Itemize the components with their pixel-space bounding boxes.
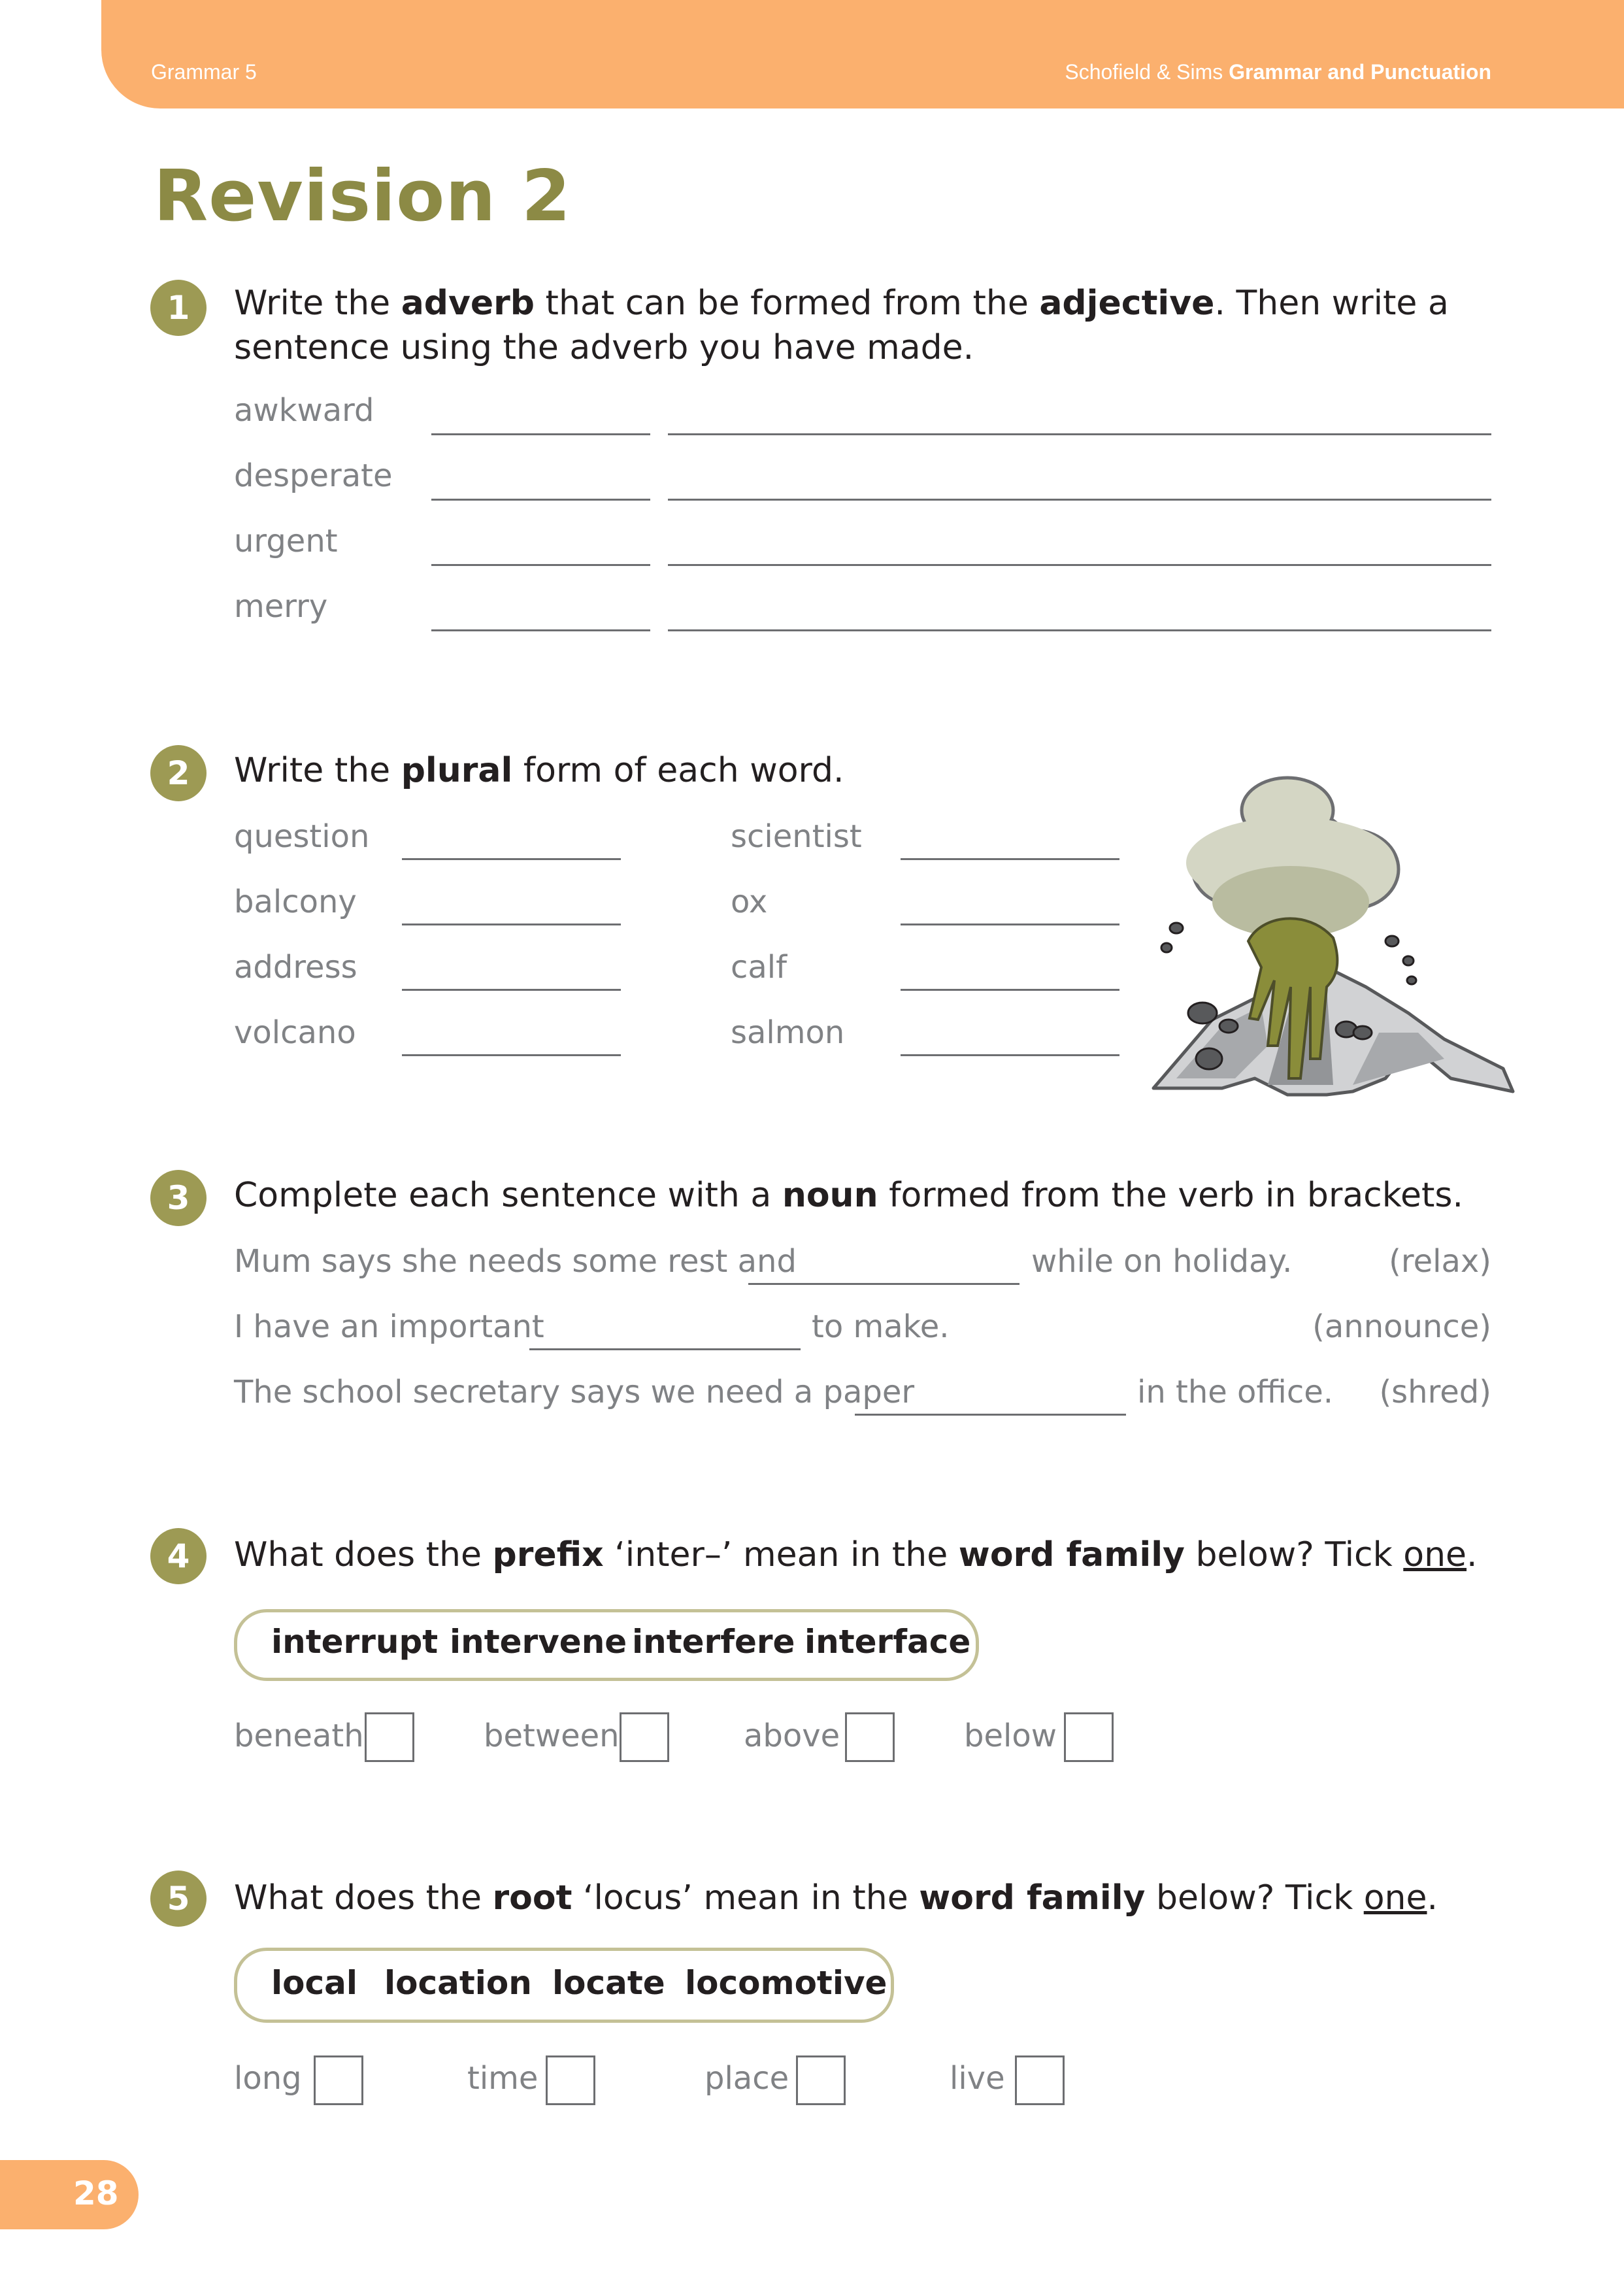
q5-option-checkbox[interactable] (314, 2055, 363, 2105)
q3-text-part: formed from the verb in brackets. (878, 1176, 1464, 1215)
q2-answer-line[interactable] (901, 923, 1119, 925)
q3-sentence-3-verb: (shred) (1379, 1374, 1491, 1410)
page-number-tab (0, 2160, 139, 2229)
q1-word: awkward (234, 392, 374, 429)
q4-option-checkbox[interactable] (620, 1712, 669, 1762)
q5-option-label: place (704, 2060, 789, 2097)
header-book-label: Grammar 5 (151, 60, 257, 84)
q1-adverb-line[interactable] (431, 629, 650, 631)
question-5-text (234, 1876, 1508, 1920)
q1-text-part: Write the (234, 284, 401, 323)
q5-option-checkbox[interactable] (1015, 2055, 1065, 2105)
q1-adverb-line[interactable] (431, 499, 650, 501)
q3-bold-noun: noun (782, 1176, 878, 1215)
q2-answer-line[interactable] (402, 1054, 621, 1056)
header-series-publisher: Schofield & Sims (1065, 60, 1229, 84)
q5-option-label: time (467, 2060, 539, 2097)
question-4-text (234, 1533, 1508, 1577)
q5-bold-root: root (492, 1878, 572, 1918)
q4-option-label: below (964, 1718, 1057, 1754)
q1-adverb-line[interactable] (431, 564, 650, 566)
q5-word-family-box (234, 1948, 894, 2023)
page-header (101, 0, 1624, 108)
q4-text-part: ‘inter–’ mean in the (603, 1535, 959, 1574)
q4-underlined-one: one (1403, 1535, 1467, 1574)
q4-word-family-box (234, 1609, 979, 1681)
volcano-mountain-icon (1153, 967, 1513, 1095)
q5-bold-word-family: word family (919, 1878, 1146, 1918)
q2-answer-line[interactable] (402, 989, 621, 991)
q1-sentence-line[interactable] (668, 629, 1491, 631)
q2-word-left: volcano (234, 1014, 356, 1051)
q2-text-part: Write the (234, 751, 401, 790)
q3-sentence-1-blank[interactable] (748, 1283, 1019, 1285)
q2-answer-line[interactable] (901, 858, 1119, 860)
page-title: Revision 2 (154, 156, 571, 237)
header-series-title: Grammar and Punctuation (1229, 60, 1491, 84)
q5-family-word: local (271, 1964, 358, 2002)
q2-word-left: question (234, 818, 370, 855)
q4-option-label: above (744, 1718, 840, 1754)
q3-sentence-2-start: I have an important (234, 1308, 544, 1345)
q4-family-word: intervene (450, 1623, 627, 1661)
q4-option-checkbox[interactable] (1064, 1712, 1114, 1762)
q4-family-word: interrupt (271, 1623, 439, 1661)
volcano-smoke-icon (1186, 778, 1399, 938)
q5-option-checkbox[interactable] (546, 2055, 595, 2105)
q5-family-word: locomotive (685, 1964, 887, 2002)
q5-family-word: locate (552, 1964, 665, 2002)
question-4-number: 4 (150, 1528, 207, 1584)
q1-sentence-line[interactable] (668, 433, 1491, 435)
q1-text-part: that can be formed from the (535, 284, 1040, 323)
q2-answer-line[interactable] (901, 989, 1119, 991)
q3-sentence-2-end: to make. (812, 1308, 950, 1345)
q1-bold-adverb: adverb (401, 284, 535, 323)
q1-word: merry (234, 588, 328, 625)
q2-word-left: address (234, 949, 357, 986)
q4-text-part: . (1467, 1535, 1478, 1574)
question-3-text (234, 1173, 1508, 1218)
q2-word-right: scientist (731, 818, 862, 855)
question-5-number: 5 (150, 1871, 207, 1927)
q5-text-part: . (1427, 1878, 1438, 1918)
q1-text-part: . Then write a (1214, 284, 1449, 323)
q5-underlined-one: one (1363, 1878, 1427, 1918)
question-3-number: 3 (150, 1170, 207, 1226)
q5-option-label: long (234, 2060, 302, 2097)
page-number: 28 (73, 2174, 119, 2212)
q1-bold-adjective: adjective (1039, 284, 1215, 323)
q5-text-part: below? Tick (1145, 1878, 1364, 1918)
q1-adverb-line[interactable] (431, 433, 650, 435)
q5-family-word: location (384, 1964, 532, 2002)
q3-sentence-1-verb: (relax) (1389, 1243, 1491, 1280)
q3-sentence-3-start: The school secretary says we need a paper (234, 1374, 915, 1410)
question-1-number: 1 (150, 280, 207, 336)
q2-word-right: ox (731, 884, 768, 920)
q3-sentence-2-verb: (announce) (1312, 1308, 1491, 1345)
q5-text-part: What does the (234, 1878, 493, 1918)
q2-answer-line[interactable] (402, 858, 621, 860)
q3-text-part: Complete each sentence with a (234, 1176, 782, 1215)
q1-word: desperate (234, 458, 393, 494)
q4-text-part: below? Tick (1184, 1535, 1404, 1574)
q3-sentence-3-blank[interactable] (855, 1414, 1126, 1416)
q2-answer-line[interactable] (402, 923, 621, 925)
question-2-number: 2 (150, 745, 207, 801)
q2-text-part: form of each word. (512, 751, 844, 790)
q1-sentence-line[interactable] (668, 499, 1491, 501)
q1-sentence-line[interactable] (668, 564, 1491, 566)
question-1-text (234, 281, 1508, 370)
q2-answer-line[interactable] (901, 1054, 1119, 1056)
q3-sentence-3-end: in the office. (1137, 1374, 1333, 1410)
volcano-illustration (1137, 771, 1516, 1111)
q4-family-word: interfere (632, 1623, 795, 1661)
q4-option-label: between (484, 1718, 620, 1754)
q4-family-word: interface (804, 1623, 971, 1661)
q2-word-right: calf (731, 949, 787, 986)
q5-option-checkbox[interactable] (796, 2055, 846, 2105)
q4-option-checkbox[interactable] (845, 1712, 895, 1762)
q2-word-left: balcony (234, 884, 357, 920)
q3-sentence-2-blank[interactable] (529, 1348, 801, 1350)
q2-bold-plural: plural (401, 751, 513, 790)
q1-word: urgent (234, 523, 338, 559)
q2-word-right: salmon (731, 1014, 845, 1051)
q1-text-line2: sentence using the adverb you have made. (234, 328, 974, 367)
q4-option-checkbox[interactable] (365, 1712, 414, 1762)
q3-sentence-1-start: Mum says she needs some rest and (234, 1243, 797, 1280)
q5-option-label: live (950, 2060, 1005, 2097)
q4-bold-prefix: prefix (492, 1535, 604, 1574)
q4-bold-word-family: word family (958, 1535, 1185, 1574)
q5-text-part: ‘locus’ mean in the (572, 1878, 920, 1918)
q4-text-part: What does the (234, 1535, 493, 1574)
q3-sentence-1-end: while on holiday. (1031, 1243, 1293, 1280)
q4-option-label: beneath (234, 1718, 364, 1754)
header-series (1065, 60, 1491, 84)
